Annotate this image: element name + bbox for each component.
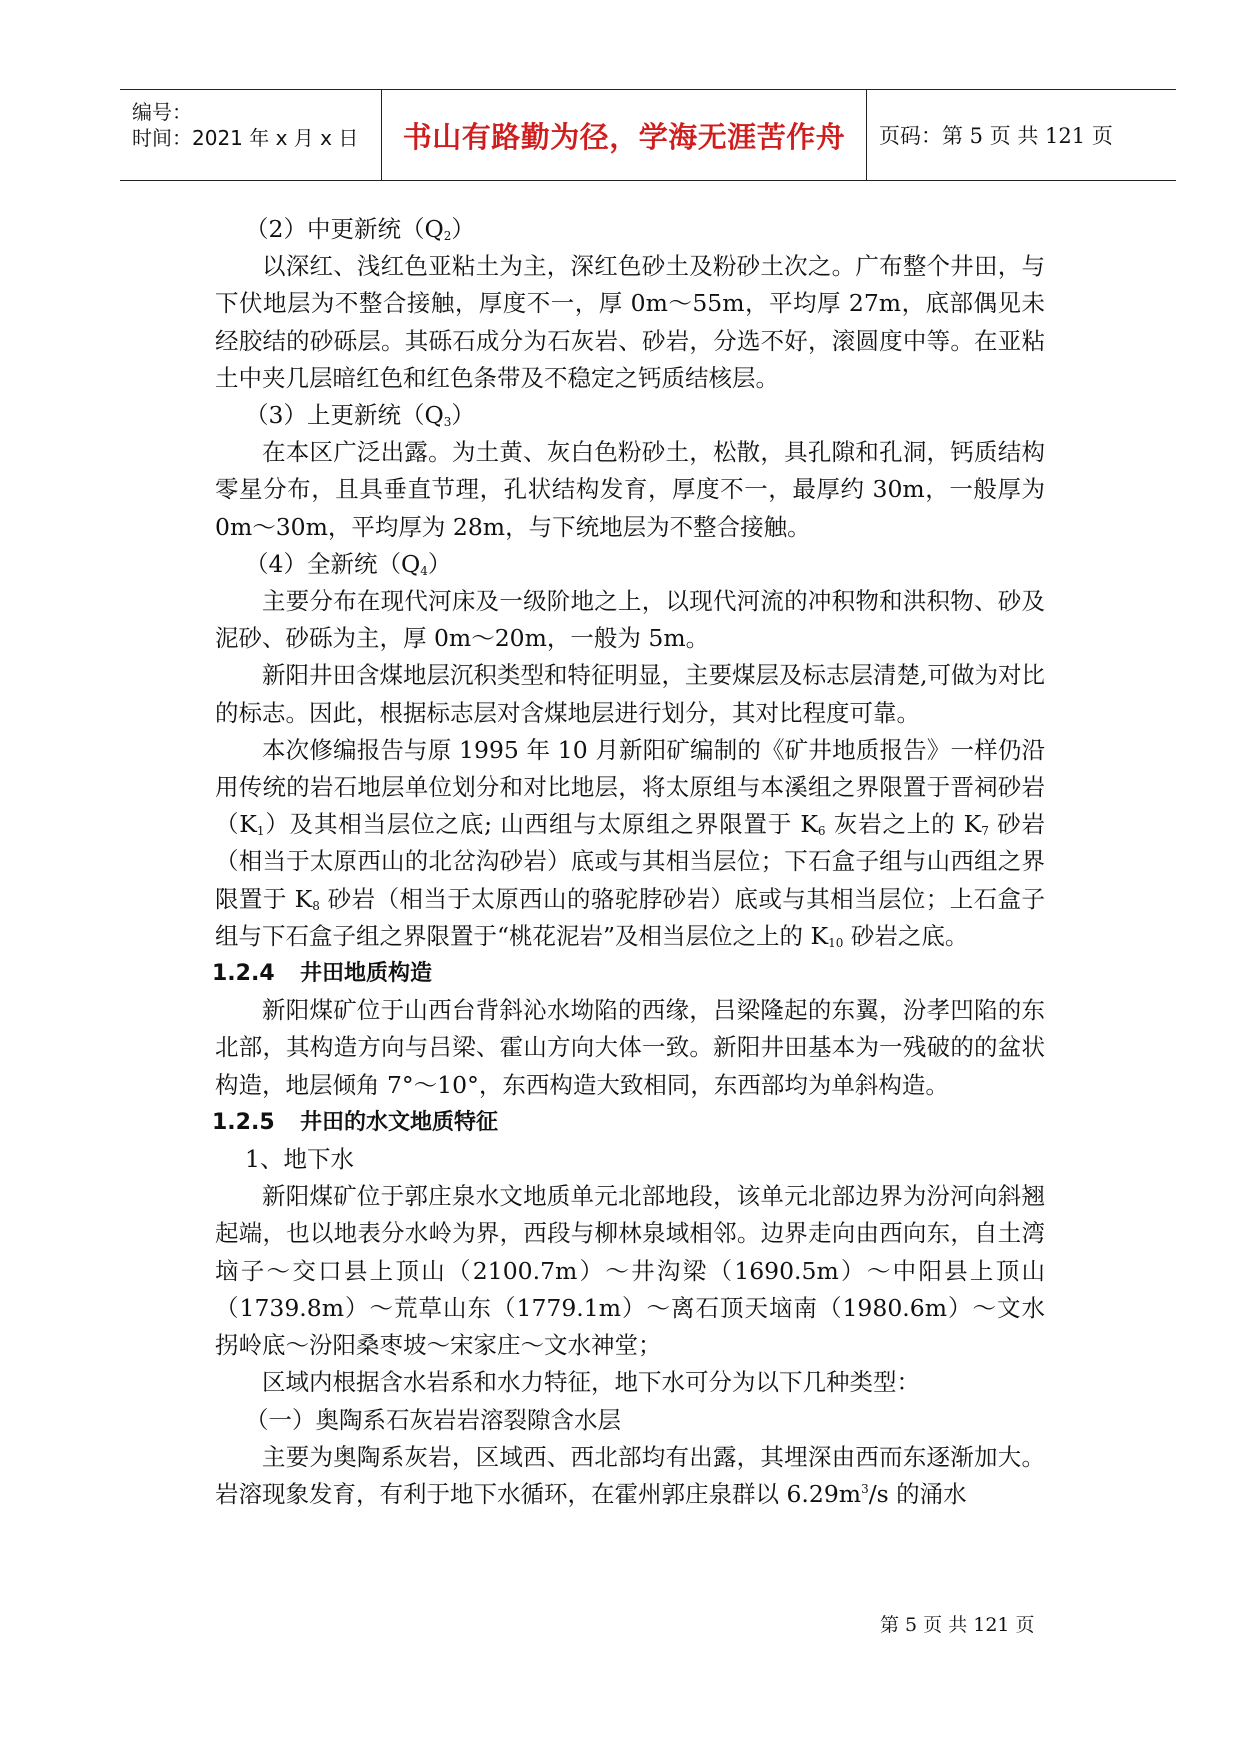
subsection-title-q2: （2）中更新统$(Q_2)$ — [245, 215, 475, 243]
header-page-info: 页码：第 5 页 共 121 页 — [879, 124, 1113, 148]
paragraph: 在本区广泛出露。为土黄、灰白色粉砂土，松散，具孔隙和孔洞，钙质结构零星分布，且具垂直节理，孔状结构发育，厚度不一，最厚约 30m，一般厚为 0m～30m，平均厚为 28m，与下统地层为不整合接触。 — [215, 438, 1045, 541]
paragraph: 新阳煤矿位于山西台背斜沁水坳陷的西缘，吕梁隆起的东翼，汾孝凹陷的东北部，其构造方向与吕梁、霍山方向大体一致。新阳井田基本为一残破的的盆状构造，地层倾角 7°～10°，东西构造大致相同，东西部均为单斜构造。 — [215, 996, 1045, 1099]
paragraph-strata-boundaries: 本次修编报告与原 1995 年 10 月新阳矿编制的《矿井地质报告》一样仍沿用传统的岩石地层单位划分和对比地层，将太原组与本溪组之界限置于晋祠砂岩$(K_1)$及其相当层位之底; 山西组与太原组之界限置于 $K_6$ 灰岩之上的 $K_7$ 砂岩（相当于太原西山的北岔沟砂岩）底或与其相当层位；下石盒子组与山西组之界限置于 $K_8$ 砂岩（相当于太原西山的骆驼脖砂岩）底或与其相当层位；上石盒子组与下石盒子组之界限置于“桃花泥岩”及相当层位之上的 $K_{10}$ 砂岩之底。 — [215, 735, 1045, 950]
paragraph: 新阳煤矿位于郭庄泉水文地质单元北部地段，该单元北部边界为汾河向斜翘起端，也以地表分水岭为界，西段与柳林泉域相邻。边界走向由西向东，自土湾垴子～交口县上顶山（2100.7m）～井沟梁（1690.5m）～中阳县上顶山（1739.8m）～荒草山东（1779.1m）～离石顶天垴南（1980.6m）～文水拐岭底～汾阳桑枣坡～宋家庄～文水神堂； — [215, 1182, 1045, 1360]
document-date: 时间：2021 年 x 月 x 日 — [132, 126, 359, 150]
document-number-label: 编号： — [132, 100, 192, 124]
paragraph: 区域内根据含水岩系和水力特征，地下水可分为以下几种类型： — [262, 1368, 920, 1397]
subsection-title-q4: （4）全新统$(Q_4)$ — [245, 549, 452, 578]
page-footer: 第 5 页 共 121 页 — [880, 1614, 1035, 1636]
document-body — [212, 211, 1045, 1513]
paragraph: 主要分布在现代河床及一级阶地之上，以现代河流的冲积物和洪积物、砂及泥砂、砂砾为主，厚 0m～20m，一般为 5m。 — [215, 587, 1045, 653]
subsection-title-aquifer: （一）奥陶系石灰岩岩溶裂隙含水层 — [245, 1405, 621, 1434]
header-meta-cell — [120, 90, 382, 180]
paragraph: 新阳井田含煤地层沉积类型和特征明显，主要煤层及标志层清楚,可做为对比的标志。因此，根据标志层对含煤地层进行划分，其对比程度可靠。 — [215, 661, 1045, 727]
section-heading-geology: 1.2.4 井田地质构造 — [212, 961, 433, 987]
paragraph: 主要为奥陶系灰岩，区域西、西北部均有出露，其埋深由西而东逐渐加大。岩溶现象发育，有利于地下水循环，在霍州郭庄泉群以 $6.29m^3/s$ 的涌水 — [215, 1442, 1045, 1508]
section-heading-hydrogeology: 1.2.5 井田的水文地质特征 — [212, 1109, 499, 1135]
header-motto: 书山有路勤为径，学海无涯苦作舟 — [382, 90, 867, 180]
page-header — [120, 89, 1176, 181]
subsection-title-groundwater: 1、地下水 — [245, 1145, 354, 1174]
paragraph: 以深红、浅红色亚粘土为主，深红色砂土及粉砂土次之。广布整个井田，与下伏地层为不整合接触，厚度不一，厚 0m～55m，平均厚 27m，底部偶见未经胶结的砂砾层。其砾石成分为石灰岩、砂岩，分选不好，滚圆度中等。在亚粘土中夹几层暗红色和红色条带及不稳定之钙质结核层。 — [215, 252, 1045, 392]
subsection-title-q3: （3）上更新统$(Q_3)$ — [245, 401, 475, 430]
